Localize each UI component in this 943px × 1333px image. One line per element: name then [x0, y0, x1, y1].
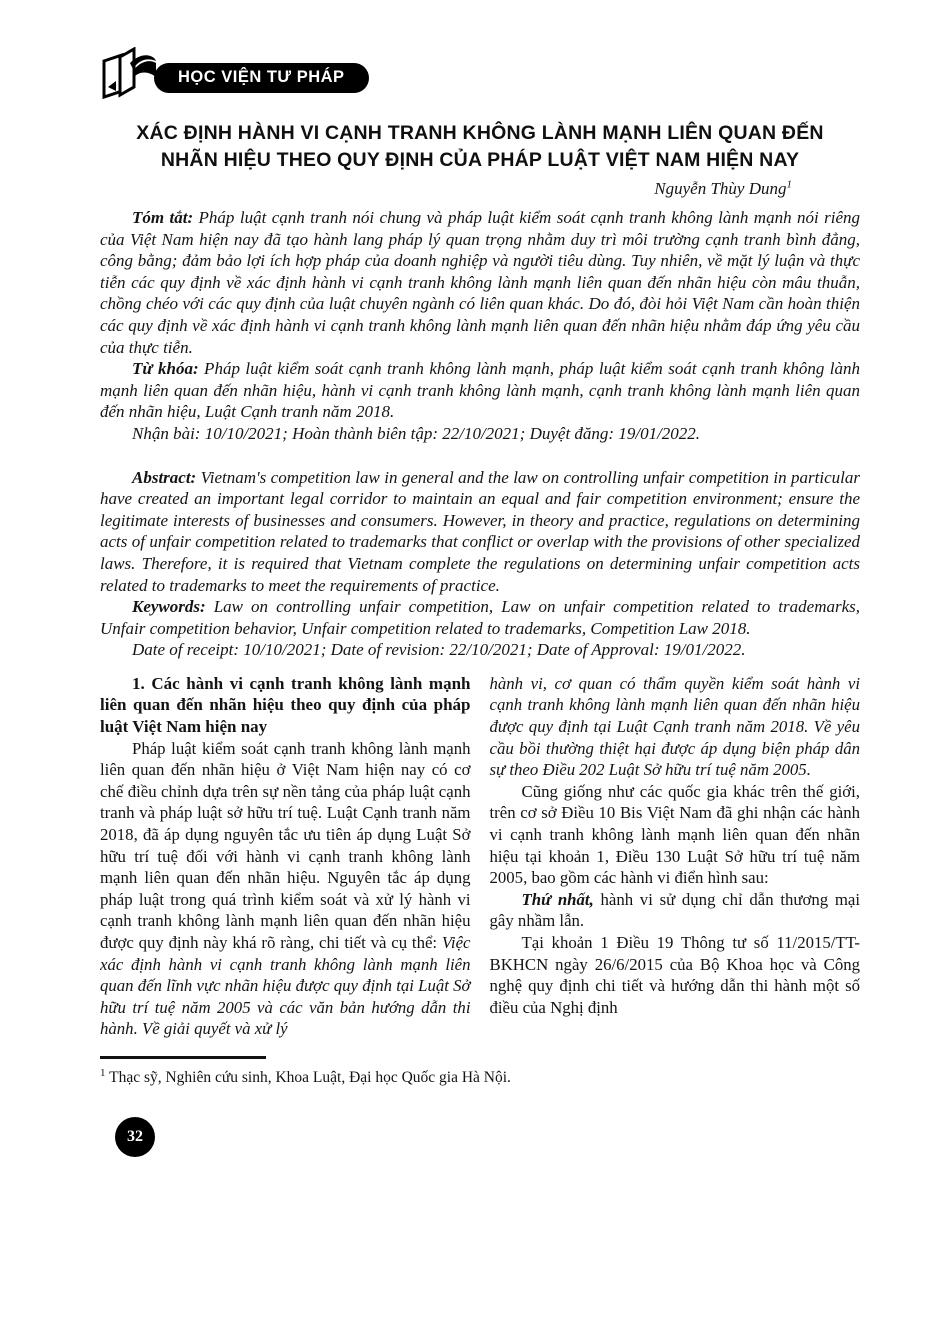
abstract-en: [100, 467, 860, 597]
section-spacer: [100, 445, 860, 467]
body-columns: [100, 673, 860, 1045]
article-title-line2: NHÃN HIỆU THEO QUY ĐỊNH CỦA PHÁP LUẬT VIỆT NAM HIỆN NAY: [160, 149, 800, 171]
abstract-vi: [100, 207, 860, 358]
right-paragraph-3-text: hành vi sử dụng chỉ dẫn thương mại gây nhầm lẫn.: [489, 889, 860, 931]
page-header: [100, 46, 860, 110]
keywords-vi-text: Pháp luật kiểm soát cạnh tranh không lành mạnh, pháp luật kiểm soát cạnh tranh không lành mạnh liên quan đến nhãn hiệu, hành vi cạnh tranh không lành mạnh, cạnh tranh không lành mạnh liên quan đến nhãn hiệu, Luật Cạnh tranh năm 2018.: [100, 359, 861, 422]
dates-vi: Nhận bài: 10/10/2021; Hoàn thành biên tập: 22/10/2021; Duyệt đăng: 19/01/2022.: [132, 423, 701, 443]
footnote-divider: [100, 1056, 266, 1059]
dates-en: Date of receipt: 10/10/2021; Date of revision: 22/10/2021; Date of Approval: 19/01/2022.: [132, 640, 746, 660]
left-paragraph-regular: Pháp luật kiểm soát cạnh tranh không lành mạnh liên quan đến nhãn hiệu ở Việt Nam hiện nay có cơ chế điều chỉnh dựa trên sự nền tảng của pháp luật cạnh tranh và pháp luật sở hữu trí tuệ. Luật Cạnh tranh năm 2018, đã áp dụng nguyên tắc ưu tiên áp dụng Luật Sở hữu trí tuệ đối với hành vi cạnh tranh không lành mạnh liên quan đến nhãn hiệu. Nguyên tắc áp dụng pháp luật trong quá trình kiểm soát và xử lý hành vi cạnh tranh không lành mạnh liên quan đến nhãn hiệu được quy định này khá rõ ràng, chi tiết và cụ thể:: [100, 738, 471, 952]
abstract-vi-label: Tóm tắt:: [132, 208, 194, 227]
book-pages-icon: [100, 47, 158, 109]
page-number-badge: [115, 1117, 155, 1157]
institution-badge: HỌC VIỆN TƯ PHÁP: [154, 63, 369, 93]
author-line: [100, 179, 860, 199]
right-paragraph-4: Tại khoản 1 Điều 19 Thông tư số 11/2015/TT-BKHCN ngày 26/6/2015 của Bộ Khoa học và Công nghệ quy định chi tiết và hướng dẫn thi hành một số điều của Nghị định: [489, 933, 860, 1017]
author-footnote-ref: 1: [786, 178, 792, 191]
section-1-heading: 1. Các hành vi cạnh tranh không lành mạnh liên quan đến nhãn hiệu theo quy định của pháp luật Việt Nam hiện nay: [100, 673, 471, 737]
right-paragraph-continuation: hành vi, cơ quan có thẩm quyền kiểm soát hành vi cạnh tranh không lành mạnh liên quan đến nhãn hiệu được quy định tại Luật Cạnh tranh năm 2018. Về yêu cầu bồi thường thiệt hại được áp dụng biện pháp dân sự theo Điều 202 Luật Sở hữu trí tuệ năm 2005.: [489, 673, 860, 780]
abstract-en-label: Abstract:: [132, 467, 197, 487]
left-paragraph-italic: Việc xác định hành vi cạnh tranh không lành mạnh liên quan đến lĩnh vực nhãn hiệu được quy định tại Luật Sở hữu trí tuệ năm 2005 và các văn bản hướng dẫn thi hành. Về giải quyết và xử lý: [100, 933, 471, 1039]
left-column: [100, 673, 471, 1045]
keywords-en: [100, 596, 860, 639]
footnote-ref: 1: [100, 1066, 106, 1079]
keywords-en-label: Keywords:: [132, 597, 206, 617]
author-name: Nguyễn Thùy Dung: [654, 179, 787, 198]
article-title-line1: XÁC ĐỊNH HÀNH VI CẠNH TRANH KHÔNG LÀNH MẠNH LIÊN QUAN ĐẾN: [136, 122, 824, 144]
abstract-vi-text: Pháp luật cạnh tranh nói chung và pháp luật kiểm soát cạnh tranh không lành mạnh nói riêng của Việt Nam hiện nay đã tạo hành lang pháp lý quan trọng nhằm duy trì môi trường cạnh tranh bình đẳng, công bằng; đảm bảo lợi ích hợp pháp của doanh nghiệp và người tiêu dùng. Tuy nhiên, về mặt lý luận và thực tiễn các quy định về xác định hành vi cạnh tranh không lành mạnh liên quan đến nhãn hiệu còn mâu thuẫn, chồng chéo với các quy định của luật chuyên ngành có liên quan khác. Do đó, đòi hỏi Việt Nam cần hoàn thiện các quy định về xác định hành vi cạnh tranh không lành mạnh liên quan đến nhãn hiệu nhằm đáp ứng yêu cầu của thực tiễn.: [100, 208, 860, 357]
footnote: [100, 1068, 860, 1087]
abstract-en-text: Vietnam's competition law in general and the law on controlling unfair competition in particular have created an important legal corridor to maintain an equal and fair competition environment; ensure the legitimate interests of businesses and consumers. However, in theory and practice, regulations on determining acts of unfair competition related to trademarks that conflict or overlap with the provisions of other specialized laws. Therefore, it is required that Vietnam complete the regulations on determining unfair competition acts related to trademarks to meet the requirements of practice.: [100, 467, 860, 595]
keywords-vi-label: Từ khóa:: [132, 359, 199, 379]
right-paragraph-3: [490, 889, 861, 932]
page-number: 32: [127, 1128, 143, 1145]
left-column-paragraph: [100, 738, 471, 1040]
footnote-text: Thạc sỹ, Nghiên cứu sinh, Khoa Luật, Đại học Quốc gia Hà Nội.: [105, 1069, 511, 1086]
keywords-en-text: Law on controlling unfair competition, Law on unfair competition related to trademarks, Unfair competition behavior, Unfair competition related to trademarks, Competition Law 2018.: [100, 597, 860, 638]
footnote-block: [100, 1056, 860, 1087]
right-column: [490, 673, 861, 1045]
keywords-vi: [100, 358, 860, 423]
right-paragraph-3-label: Thứ nhất,: [521, 889, 594, 909]
right-paragraph-2: Cũng giống như các quốc gia khác trên thế giới, trên cơ sở Điều 10 Bis Việt Nam đã ghi nhận các hành vi cạnh tranh không lành mạnh liên quan đến nhãn hiệu tại khoản 1, Điều 130 Luật Sở hữu trí tuệ năm 2005, bao gồm các hành vi điển hình sau:: [489, 781, 860, 888]
article-title: [100, 120, 860, 174]
